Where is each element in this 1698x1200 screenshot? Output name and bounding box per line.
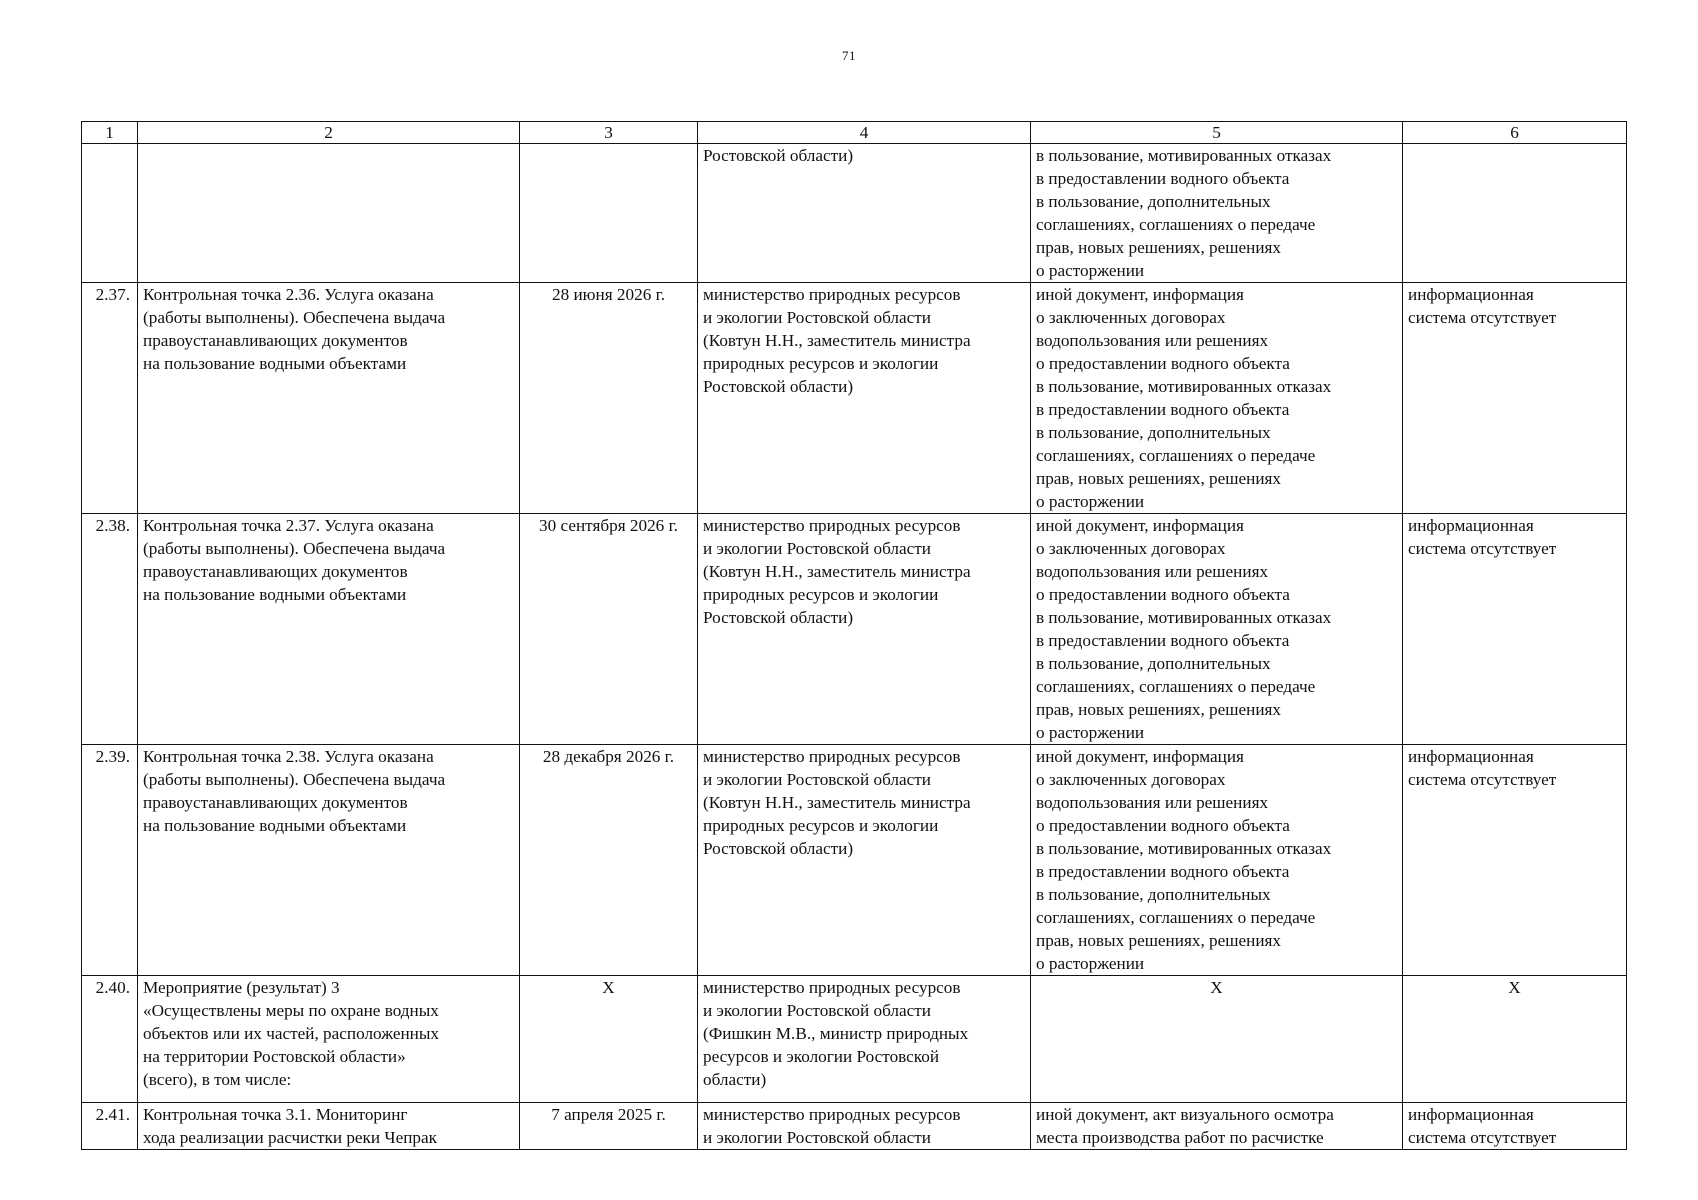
row-responsible-cell-line: (Ковтун Н.Н., заместитель министра bbox=[703, 793, 971, 812]
row-name-cell-line: на пользование водными объектами bbox=[143, 354, 407, 373]
row-document-cell-line: в пользование, дополнительных bbox=[1036, 654, 1271, 673]
row-responsible-cell-line: Ростовской области) bbox=[703, 377, 854, 396]
row-date-cell bbox=[520, 144, 698, 283]
row-system-cell bbox=[1403, 514, 1627, 745]
document-table bbox=[81, 121, 1627, 1150]
row-document-cell bbox=[1031, 144, 1403, 283]
table-row bbox=[82, 976, 1627, 1103]
row-responsible-cell-line: и экологии Ростовской области bbox=[703, 308, 931, 327]
row-responsible-cell-line: министерство природных ресурсов bbox=[703, 1105, 961, 1124]
header-cell-6: 6 bbox=[1403, 122, 1627, 144]
header-cell-5: 5 bbox=[1031, 122, 1403, 144]
row-document-cell-line: иной документ, информация bbox=[1036, 285, 1244, 304]
row-name-cell bbox=[138, 1103, 520, 1150]
table-row bbox=[82, 514, 1627, 745]
header-cell-4: 4 bbox=[698, 122, 1031, 144]
row-document-cell-line: о заключенных договорах bbox=[1036, 770, 1226, 789]
row-name-cell-line: (работы выполнены). Обеспечена выдача bbox=[143, 770, 446, 789]
row-name-cell-line: правоустанавливающих документов bbox=[143, 331, 408, 350]
table-row bbox=[82, 1103, 1627, 1150]
row-responsible-cell bbox=[698, 1103, 1031, 1150]
row-document-cell-line: в пользование, мотивированных отказах bbox=[1036, 608, 1332, 627]
row-document-cell-line: соглашениях, соглашениях о передаче bbox=[1036, 908, 1316, 927]
row-responsible-cell-line: и экологии Ростовской области bbox=[703, 1001, 931, 1020]
row-name-cell bbox=[138, 144, 520, 283]
row-responsible-cell bbox=[698, 745, 1031, 976]
row-name-cell-line: на пользование водными объектами bbox=[143, 585, 407, 604]
row-document-cell-line: о расторжении bbox=[1036, 954, 1145, 973]
row-date-cell: 28 июня 2026 г. bbox=[520, 283, 698, 514]
row-system-cell bbox=[1403, 283, 1627, 514]
header-cell-1: 1 bbox=[82, 122, 138, 144]
row-name-cell bbox=[138, 745, 520, 976]
row-name-cell-line: «Осуществлены меры по охране водных bbox=[143, 1001, 439, 1020]
row-document-cell-line: о предоставлении водного объекта bbox=[1036, 585, 1290, 604]
row-responsible-cell-line: и экологии Ростовской области bbox=[703, 539, 931, 558]
row-responsible-cell-line: (Ковтун Н.Н., заместитель министра bbox=[703, 562, 971, 581]
row-name-cell-line: Контрольная точка 2.36. Услуга оказана bbox=[143, 285, 434, 304]
row-document-cell-line: прав, новых решениях, решениях bbox=[1036, 238, 1282, 257]
row-document-cell-line: в пользование, дополнительных bbox=[1036, 423, 1271, 442]
row-document-cell bbox=[1031, 514, 1403, 745]
row-name-cell-line: Контрольная точка 2.38. Услуга оказана bbox=[143, 747, 434, 766]
row-document-cell bbox=[1031, 745, 1403, 976]
row-document-cell-line: в пользование, мотивированных отказах bbox=[1036, 839, 1332, 858]
row-system-cell-line: система отсутствует bbox=[1408, 770, 1557, 789]
row-number-cell bbox=[82, 144, 138, 283]
row-responsible-cell-line: природных ресурсов и экологии bbox=[703, 816, 939, 835]
row-name-cell-line: хода реализации расчистки реки Чепрак bbox=[143, 1128, 437, 1147]
row-document-cell-line: о заключенных договорах bbox=[1036, 308, 1226, 327]
row-document-cell-line: прав, новых решениях, решениях bbox=[1036, 931, 1282, 950]
row-document-cell-line: о предоставлении водного объекта bbox=[1036, 816, 1290, 835]
row-number-cell: 2.41. bbox=[82, 1103, 138, 1150]
row-system-cell-line: X bbox=[1508, 978, 1521, 997]
row-date-cell: 30 сентября 2026 г. bbox=[520, 514, 698, 745]
row-responsible-cell-line: министерство природных ресурсов bbox=[703, 285, 961, 304]
row-responsible-cell-line: (Фишкин М.В., министр природных bbox=[703, 1024, 969, 1043]
table-row bbox=[82, 144, 1627, 283]
row-name-cell bbox=[138, 514, 520, 745]
row-name-cell-line: Контрольная точка 3.1. Мониторинг bbox=[143, 1105, 408, 1124]
row-responsible-cell bbox=[698, 283, 1031, 514]
row-document-cell-line: иной документ, информация bbox=[1036, 516, 1244, 535]
row-name-cell bbox=[138, 976, 520, 1103]
row-document-cell-line: в предоставлении водного объекта bbox=[1036, 862, 1290, 881]
row-name-cell-line: Мероприятие (результат) 3 bbox=[143, 978, 340, 997]
row-name-cell-line: объектов или их частей, расположенных bbox=[143, 1024, 440, 1043]
row-name-cell-line: (всего), в том числе: bbox=[143, 1070, 292, 1089]
row-document-cell-line: соглашениях, соглашениях о передаче bbox=[1036, 215, 1316, 234]
row-responsible-cell-line: Ростовской области) bbox=[703, 608, 854, 627]
row-responsible-cell-line: и экологии Ростовской области bbox=[703, 1128, 931, 1147]
row-document-cell-line: о расторжении bbox=[1036, 261, 1145, 280]
row-responsible-cell-line: министерство природных ресурсов bbox=[703, 516, 961, 535]
row-system-cell-line: система отсутствует bbox=[1408, 539, 1557, 558]
row-responsible-cell-line: ресурсов и экологии Ростовской bbox=[703, 1047, 940, 1066]
row-name-cell-line: правоустанавливающих документов bbox=[143, 793, 408, 812]
table-body bbox=[82, 144, 1627, 1150]
row-system-cell-line: система отсутствует bbox=[1408, 1128, 1557, 1147]
row-date-cell: 28 декабря 2026 г. bbox=[520, 745, 698, 976]
row-document-cell-line: в предоставлении водного объекта bbox=[1036, 400, 1290, 419]
row-document-cell-line: в предоставлении водного объекта bbox=[1036, 631, 1290, 650]
row-name-cell-line: правоустанавливающих документов bbox=[143, 562, 408, 581]
row-document-cell-line: иной документ, информация bbox=[1036, 747, 1244, 766]
row-responsible-cell-line: природных ресурсов и экологии bbox=[703, 585, 939, 604]
header-cell-2: 2 bbox=[138, 122, 520, 144]
header-cell-3: 3 bbox=[520, 122, 698, 144]
row-document-cell-line: в пользование, дополнительных bbox=[1036, 192, 1271, 211]
row-name-cell-line: (работы выполнены). Обеспечена выдача bbox=[143, 308, 446, 327]
row-responsible-cell-line: министерство природных ресурсов bbox=[703, 747, 961, 766]
row-number-cell: 2.39. bbox=[82, 745, 138, 976]
row-document-cell bbox=[1031, 283, 1403, 514]
row-number-cell: 2.38. bbox=[82, 514, 138, 745]
row-system-cell bbox=[1403, 1103, 1627, 1150]
row-system-cell bbox=[1403, 976, 1627, 1103]
row-system-cell-line: информационная bbox=[1408, 516, 1534, 535]
row-responsible-cell-line: и экологии Ростовской области bbox=[703, 770, 931, 789]
row-responsible-cell bbox=[698, 144, 1031, 283]
row-system-cell-line: система отсутствует bbox=[1408, 308, 1557, 327]
row-document-cell-line: прав, новых решениях, решениях bbox=[1036, 700, 1282, 719]
row-document-cell-line: X bbox=[1210, 978, 1223, 997]
row-name-cell-line: на территории Ростовской области» bbox=[143, 1047, 406, 1066]
row-document-cell-line: о предоставлении водного объекта bbox=[1036, 354, 1290, 373]
row-responsible-cell-line: Ростовской области) bbox=[703, 839, 854, 858]
row-name-cell-line: на пользование водными объектами bbox=[143, 816, 407, 835]
table-row bbox=[82, 745, 1627, 976]
row-number-cell: 2.37. bbox=[82, 283, 138, 514]
row-system-cell bbox=[1403, 144, 1627, 283]
row-document-cell-line: соглашениях, соглашениях о передаче bbox=[1036, 446, 1316, 465]
row-document-cell-line: водопользования или решениях bbox=[1036, 331, 1269, 350]
row-document-cell-line: о расторжении bbox=[1036, 723, 1145, 742]
page-number: 71 bbox=[842, 48, 856, 63]
row-responsible-cell-line: (Ковтун Н.Н., заместитель министра bbox=[703, 331, 971, 350]
row-document-cell-line: водопользования или решениях bbox=[1036, 793, 1269, 812]
row-system-cell bbox=[1403, 745, 1627, 976]
row-system-cell-line: информационная bbox=[1408, 1105, 1534, 1124]
row-document-cell-line: о заключенных договорах bbox=[1036, 539, 1226, 558]
row-date-cell: X bbox=[520, 976, 698, 1103]
row-document-cell-line: соглашениях, соглашениях о передаче bbox=[1036, 677, 1316, 696]
row-date-cell: 7 апреля 2025 г. bbox=[520, 1103, 698, 1150]
row-responsible-cell-line: министерство природных ресурсов bbox=[703, 978, 961, 997]
row-document-cell-line: в пользование, мотивированных отказах bbox=[1036, 146, 1332, 165]
table-row bbox=[82, 283, 1627, 514]
row-responsible-cell-line: природных ресурсов и экологии bbox=[703, 354, 939, 373]
row-document-cell-line: в пользование, мотивированных отказах bbox=[1036, 377, 1332, 396]
row-system-cell-line: информационная bbox=[1408, 747, 1534, 766]
row-name-cell-line: Контрольная точка 2.37. Услуга оказана bbox=[143, 516, 434, 535]
row-document-cell-line: о расторжении bbox=[1036, 492, 1145, 511]
header-row bbox=[82, 122, 1627, 144]
row-document-cell-line: водопользования или решениях bbox=[1036, 562, 1269, 581]
row-document-cell-line: места производства работ по расчистке bbox=[1036, 1128, 1324, 1147]
row-responsible-cell-line: Ростовской области) bbox=[703, 146, 854, 165]
row-number-cell: 2.40. bbox=[82, 976, 138, 1103]
row-document-cell-line: в предоставлении водного объекта bbox=[1036, 169, 1290, 188]
row-document-cell-line: прав, новых решениях, решениях bbox=[1036, 469, 1282, 488]
row-name-cell bbox=[138, 283, 520, 514]
row-document-cell-line: иной документ, акт визуального осмотра bbox=[1036, 1105, 1334, 1124]
row-responsible-cell-line: области) bbox=[703, 1070, 767, 1089]
row-responsible-cell bbox=[698, 976, 1031, 1103]
row-responsible-cell bbox=[698, 514, 1031, 745]
row-name-cell-line: (работы выполнены). Обеспечена выдача bbox=[143, 539, 446, 558]
row-system-cell-line: информационная bbox=[1408, 285, 1534, 304]
row-document-cell bbox=[1031, 976, 1403, 1103]
row-document-cell bbox=[1031, 1103, 1403, 1150]
row-document-cell-line: в пользование, дополнительных bbox=[1036, 885, 1271, 904]
